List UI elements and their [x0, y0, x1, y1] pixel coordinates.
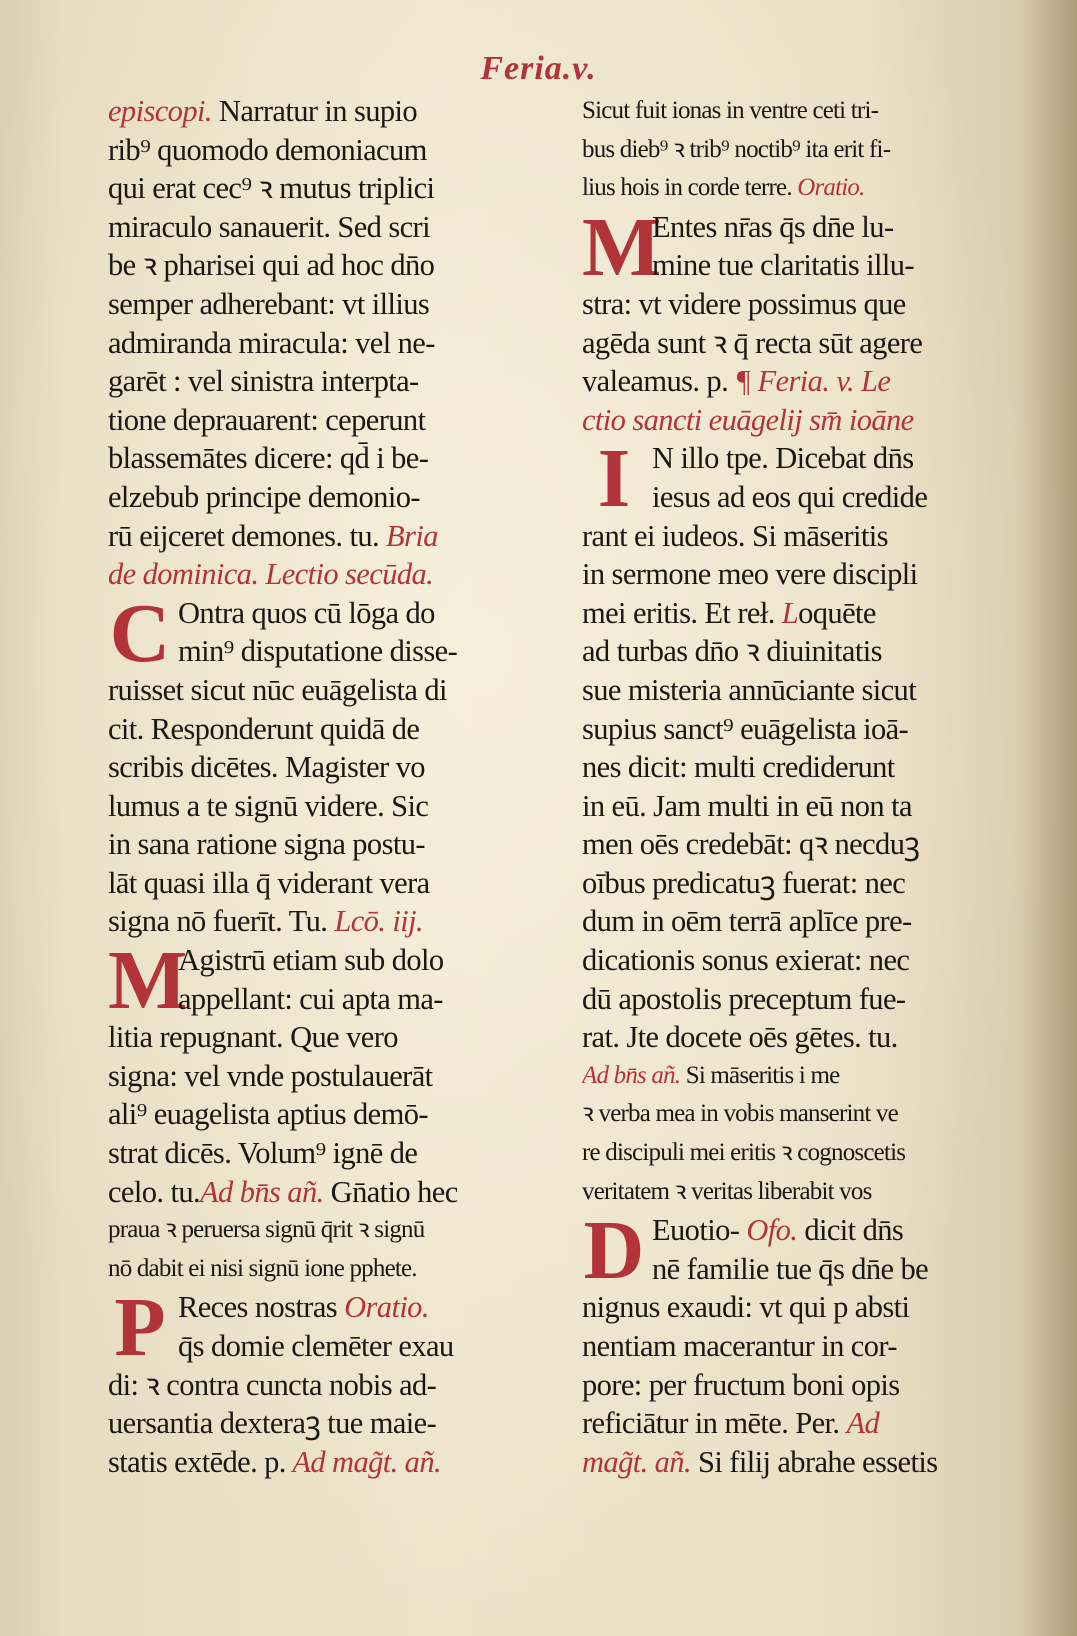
line-text: lius hois in corde terre.	[582, 174, 798, 202]
text-line: cit. Responderunt quidā de	[108, 711, 420, 746]
line-text: Reces nostras	[178, 1290, 345, 1325]
initial-letter: I	[597, 432, 631, 526]
rubric: Oratio.	[344, 1290, 429, 1325]
text-line: di: ꝛ contra cuncta nobis ad-	[108, 1367, 437, 1402]
text-line: litia repugnant. Que vero	[108, 1020, 398, 1055]
text-line: lumus a te signū videre. Sic	[108, 788, 429, 823]
text-line	[582, 362, 1022, 401]
text-line	[108, 92, 548, 131]
line-text: rū eijceret demones. tu.	[108, 518, 380, 553]
right-column	[582, 92, 1022, 1481]
line-text: oquēte	[798, 595, 876, 630]
line-text: Narratur in supio	[211, 94, 418, 128]
text-line: ruisset sicut nūc euāgelista di	[108, 672, 447, 707]
text-line: rant ei iudeos. Si māseritis	[582, 518, 888, 553]
text-line: qui erat cec⁹ ꝛ mutus triplici	[108, 171, 435, 206]
text-line: tione deprauarent: ceperunt	[108, 402, 426, 437]
rubric: Oratio.	[797, 174, 865, 202]
page-edge-shadow	[1017, 0, 1077, 1636]
text-line	[108, 1443, 548, 1482]
text-line	[108, 517, 548, 556]
paragraph-contra	[108, 586, 548, 941]
text-line: lāt quasi illa q̄ viderant vera	[108, 865, 430, 900]
text-line: uersantia dexteraꝫ tue maie-	[108, 1406, 437, 1441]
text-line: sue misteria annūciante sicut	[582, 672, 917, 707]
paragraph-preces	[108, 1281, 548, 1481]
text-line: pore: per fructum boni opis	[582, 1367, 900, 1402]
rubric: Ad bn̄s añ.	[582, 1061, 681, 1089]
text-line: nes dicit: multi crediderunt	[582, 750, 895, 785]
text-line: appellant: cui apta ma-	[178, 981, 443, 1016]
text-line: in sermone meo vere discipli	[582, 557, 918, 592]
text-line	[108, 902, 548, 941]
text-line: veritatem ꝛ veritas liberabit vos	[582, 1177, 872, 1205]
initial-letter: M	[108, 934, 188, 1028]
text-line: stra: vt videre possimus que	[582, 286, 906, 321]
paragraph-devotionem	[582, 1204, 1022, 1481]
initial-letter: C	[109, 586, 171, 680]
rubric: mag̃t. añ.	[582, 1444, 691, 1479]
line-text: dicit dn̄s	[797, 1213, 904, 1248]
text-line: men oēs credebāt: qꝛ necduꝫ	[582, 827, 920, 862]
text-line: re discipuli mei eritis ꝛ cognoscetis	[582, 1139, 906, 1167]
left-column	[108, 92, 548, 1481]
initial-letter: D	[583, 1204, 645, 1298]
initial-letter: P	[114, 1281, 166, 1375]
text-line: Ontra quos cū lōga do	[178, 595, 435, 630]
text-line: min⁹ disputatione disse-	[178, 634, 458, 669]
text-line: semper adherebant: vt illius	[108, 286, 430, 321]
rubric: Ad bn̄s añ.	[200, 1174, 324, 1209]
text-line	[582, 1057, 1022, 1096]
text-line: rat. Jte docete oēs gētes. tu.	[582, 1020, 898, 1055]
text-line: in sana ratione signa postu-	[108, 827, 425, 862]
text-line: bus dieb⁹ ꝛ trib⁹ noctib⁹ ita erit fi-	[582, 135, 891, 163]
text-line: nentiam macerantur in cor-	[582, 1329, 897, 1363]
rubric: ctio sancti euāgelij sm̄ ioāne	[582, 402, 914, 437]
text-line: admiranda miracula: vel ne-	[108, 325, 435, 360]
rubric: episcopi.	[108, 94, 212, 128]
text-line: mine tue claritatis illu-	[652, 248, 914, 283]
text-line: ali⁹ euagelista aptius demō-	[108, 1097, 428, 1132]
text-line	[582, 401, 1022, 440]
line-text: mei eritis. Et reł.	[582, 595, 782, 630]
rubric: Ofo.	[739, 1213, 798, 1248]
text-line	[582, 594, 1022, 633]
line-text: Gn̄atio hec	[323, 1174, 458, 1209]
text-line: nē familie tue q̄s dn̄e be	[652, 1251, 929, 1286]
text-line: nignus exaudi: vt qui p absti	[582, 1290, 910, 1325]
text-line: praua ꝛ peruersa signū q̄rit ꝛ signū	[108, 1216, 425, 1244]
text-line: q̄s domie clemēter exau	[178, 1329, 454, 1363]
text-line: blassemātes dicere: qd̄ i be-	[108, 441, 429, 476]
rubric: L	[781, 595, 799, 630]
text-line: strat dicēs. Volum⁹ ignē de	[108, 1136, 418, 1171]
text-line: oībus predicatuꝫ fuerat: nec	[582, 865, 906, 900]
text-line: Entes nr̄as q̄s dn̄e lu-	[652, 209, 894, 244]
line-text: reficiātur in mēte. Per.	[582, 1406, 847, 1441]
text-line: dum in oēm terrā aplīce pre-	[582, 904, 912, 939]
rubric: Bria	[379, 518, 438, 553]
line-text: statis extēde. p.	[108, 1444, 286, 1479]
text-line: signa: vel vnde postulauerāt	[108, 1058, 433, 1093]
text-line: agēda sunt ꝛ q̄ recta sūt agere	[582, 325, 923, 360]
line-text: Euotio-	[652, 1213, 740, 1248]
text-line: ꝛ verba mea in vobis manserint ve	[582, 1100, 898, 1128]
text-line	[582, 1443, 1022, 1482]
text-line: nō dabit ei nisi signū ione pphete.	[108, 1254, 417, 1282]
text-line: scribis dicētes. Magister vo	[108, 750, 425, 785]
paragraph-in-illo	[582, 432, 1022, 1211]
text-line: in eū. Jam multi in eū non ta	[582, 788, 912, 823]
paragraph-mentes	[582, 200, 1022, 440]
text-line	[108, 1173, 548, 1212]
text-line	[582, 169, 1022, 208]
paragraph-magistrum	[108, 934, 548, 1288]
text-line: Sicut fuit ionas in ventre ceti tri-	[582, 97, 879, 124]
text-line	[652, 1211, 1022, 1250]
rubric: Ad mag̃t. añ.	[285, 1444, 441, 1479]
text-line: supius sanct⁹ euāgelista ioā-	[582, 711, 909, 746]
text-line: elzebub principe demonio-	[108, 479, 420, 514]
rubric: Lcō. iij.	[327, 904, 423, 939]
text-line: miraculo sanauerit. Sed scri	[108, 209, 430, 244]
text-line: ad turbas dn̄o ꝛ diuinitatis	[582, 634, 882, 669]
text-line: Agistrū etiam sub dolo	[178, 943, 444, 978]
running-head: Feria.v.	[480, 50, 597, 87]
text-line	[108, 555, 548, 594]
text-line: rib⁹ quomodo demoniacum	[108, 132, 427, 167]
line-text: celo. tu.	[108, 1174, 200, 1209]
line-text: signa nō fuerīt. Tu.	[108, 904, 328, 939]
line-text: valeamus. p.	[582, 364, 736, 399]
text-line: garēt : vel sinistra interpta-	[108, 364, 419, 399]
text-line: iesus ad eos qui credide	[652, 479, 928, 514]
text-line: dū apostolis preceptum fue-	[582, 981, 906, 1016]
line-text: Si filij abrahe essetis	[690, 1444, 938, 1479]
text-line	[582, 1404, 1022, 1443]
text-line: N illo tpe. Dicebat dn̄s	[652, 441, 914, 476]
initial-letter: M	[582, 200, 662, 294]
text-line: dicationis sonus exierat: nec	[582, 943, 910, 978]
text-line	[178, 1288, 548, 1327]
rubric: ¶ Feria. v. Le	[735, 364, 891, 399]
rubric: Ad	[846, 1406, 880, 1441]
line-text: Si māseritis i me	[680, 1061, 840, 1089]
rubric: de dominica. Lectio secūda.	[108, 557, 434, 592]
text-line: be ꝛ pharisei qui ad hoc dn̄o	[108, 248, 435, 283]
